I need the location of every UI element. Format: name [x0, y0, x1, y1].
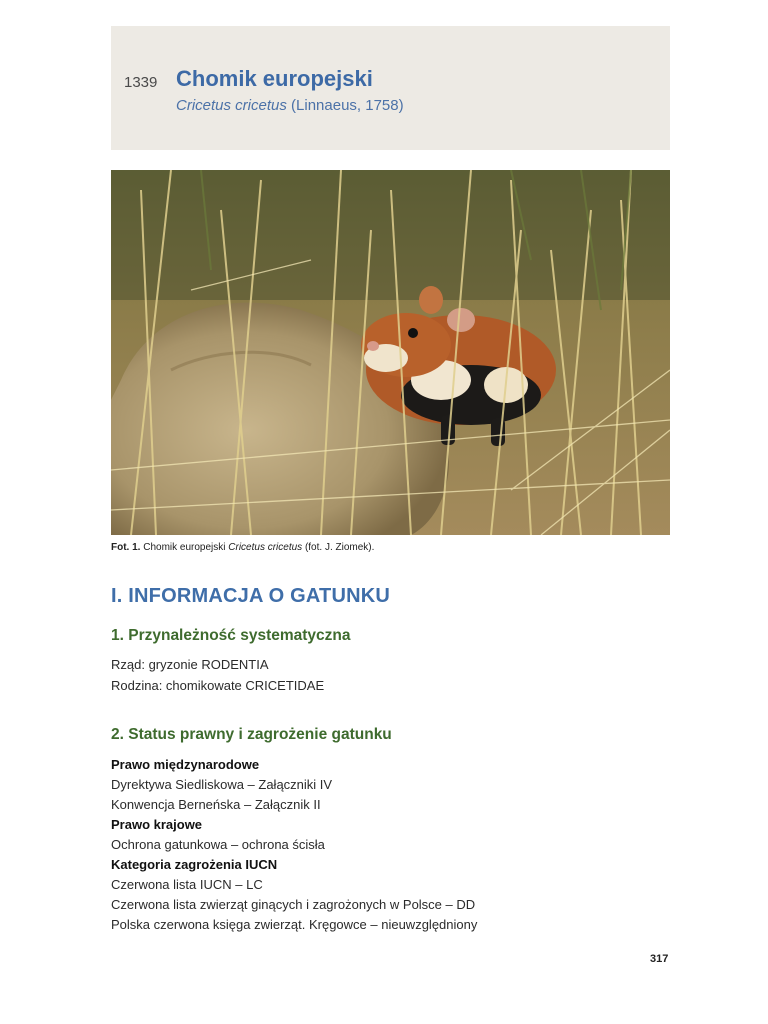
latin-binomial: Cricetus cricetus: [176, 97, 287, 114]
species-name: Chomik europejski: [176, 66, 373, 91]
intl-law-line: Dyrektywa Siedliskowa – Załączniki IV: [111, 777, 333, 792]
page-number: 317: [650, 953, 669, 965]
intl-law-line: Konwencja Berneńska – Załącznik II: [111, 797, 321, 812]
subsection-title-systematics: 1. Przynależność systematyczna: [111, 627, 351, 644]
national-law-line: Ochrona gatunkowa – ochrona ścisła: [111, 837, 325, 852]
family-line: Rodzina: chomikowate CRICETIDAE: [111, 678, 325, 693]
order-line: Rząd: gryzonie RODENTIA: [111, 657, 269, 672]
intl-law-heading: Prawo międzynarodowe: [111, 757, 260, 772]
species-number: 1339: [124, 74, 158, 91]
caption-credit: (fot. J. Ziomek).: [302, 542, 375, 553]
photo-caption: [111, 542, 374, 553]
hamster-photo: [111, 170, 670, 535]
iucn-heading: Kategoria zagrożenia IUCN: [111, 857, 278, 872]
section-title: I. INFORMACJA O GATUNKU: [111, 585, 391, 607]
species-header: [111, 26, 670, 150]
iucn-line: Polska czerwona księga zwierząt. Kręgowce – nieuwzględniony: [111, 917, 478, 932]
caption-text: Chomik europejski: [140, 542, 229, 553]
national-law-heading: Prawo krajowe: [111, 817, 203, 832]
iucn-line: Czerwona lista zwierząt ginących i zagrożonych w Polsce – DD: [111, 897, 476, 912]
subsection-title-status: 2. Status prawny i zagrożenie gatunku: [111, 726, 392, 743]
caption-latin: Cricetus cricetus: [228, 542, 303, 553]
caption-label: Fot. 1.: [111, 542, 141, 553]
species-latin-name: [176, 97, 404, 114]
taxon-author: (Linnaeus, 1758): [291, 97, 404, 114]
iucn-line: Czerwona lista IUCN – LC: [111, 877, 263, 892]
